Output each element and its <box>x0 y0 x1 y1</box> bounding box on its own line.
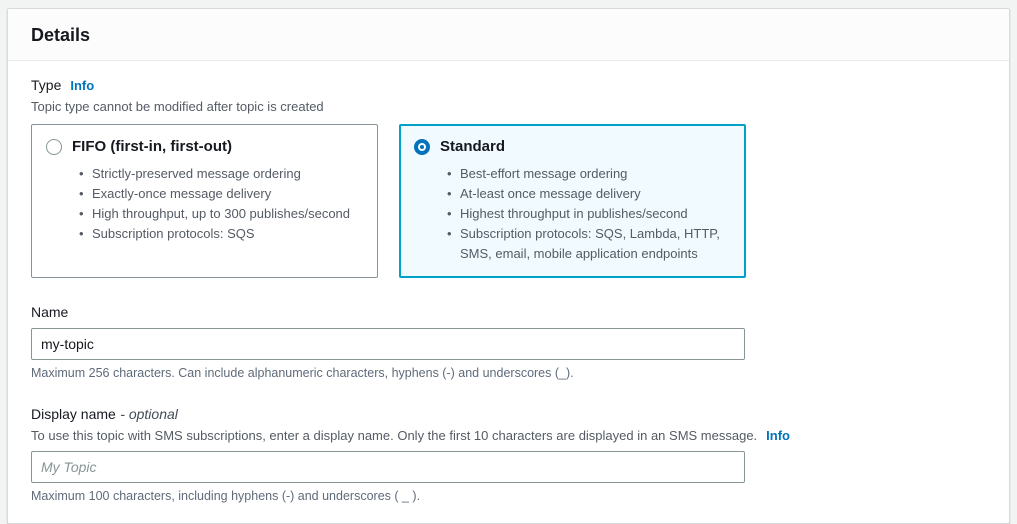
name-label: Name <box>31 304 69 320</box>
type-description: Topic type cannot be modified after topic is created <box>31 99 324 114</box>
display-name-input[interactable] <box>31 451 745 483</box>
fifo-radio[interactable] <box>46 139 62 155</box>
standard-bullet: • Best-effort message ordering <box>447 164 737 184</box>
topic-type-tiles <box>31 124 986 278</box>
type-label-row <box>31 77 986 95</box>
fifo-bullet: • Subscription protocols: SQS <box>79 224 369 244</box>
standard-bullet: • Subscription protocols: SQS, Lambda, HTTP, SMS, email, mobile application endpoints <box>447 224 737 264</box>
fifo-bullet: • High throughput, up to 300 publishes/second <box>79 204 369 224</box>
panel-title: Details <box>31 25 91 45</box>
tile-standard[interactable] <box>399 124 746 278</box>
tile-fifo[interactable] <box>31 124 378 278</box>
standard-bullet: • Highest throughput in publishes/second <box>447 204 737 224</box>
display-name-description: To use this topic with SMS subscriptions, enter a display name. Only the first 10 characters are displayed in an SMS message. Info <box>31 428 790 443</box>
details-panel <box>7 8 1010 524</box>
panel-header <box>8 9 1009 61</box>
name-field-group <box>31 304 986 380</box>
standard-bullet-list <box>447 164 731 264</box>
fifo-bullet: • Strictly-preserved message ordering <box>79 164 369 184</box>
standard-title: Standard <box>440 138 506 155</box>
display-name-constraint: Maximum 100 characters, including hyphens (-) and underscores ( _ ). <box>31 489 421 503</box>
fifo-title: FIFO (first-in, first-out) <box>72 138 232 155</box>
standard-bullet: • At-least once message delivery <box>447 184 737 204</box>
fifo-bullet: • Exactly-once message delivery <box>79 184 369 204</box>
name-constraint: Maximum 256 characters. Can include alphanumeric characters, hyphens (-) and underscores (_). <box>31 366 574 380</box>
display-name-info-link[interactable]: Info <box>766 428 790 443</box>
type-field <box>31 77 986 278</box>
fifo-bullet-list <box>79 164 363 244</box>
type-info-link[interactable]: Info <box>70 78 95 93</box>
name-input[interactable] <box>31 328 745 360</box>
display-name-label: Display name <box>31 406 116 422</box>
type-label: Type <box>31 77 62 93</box>
panel-content <box>8 61 1009 523</box>
display-name-field-group <box>31 406 986 503</box>
display-name-label-row <box>31 406 986 424</box>
display-name-optional-label: - optional <box>120 406 178 422</box>
standard-radio[interactable] <box>414 139 430 155</box>
